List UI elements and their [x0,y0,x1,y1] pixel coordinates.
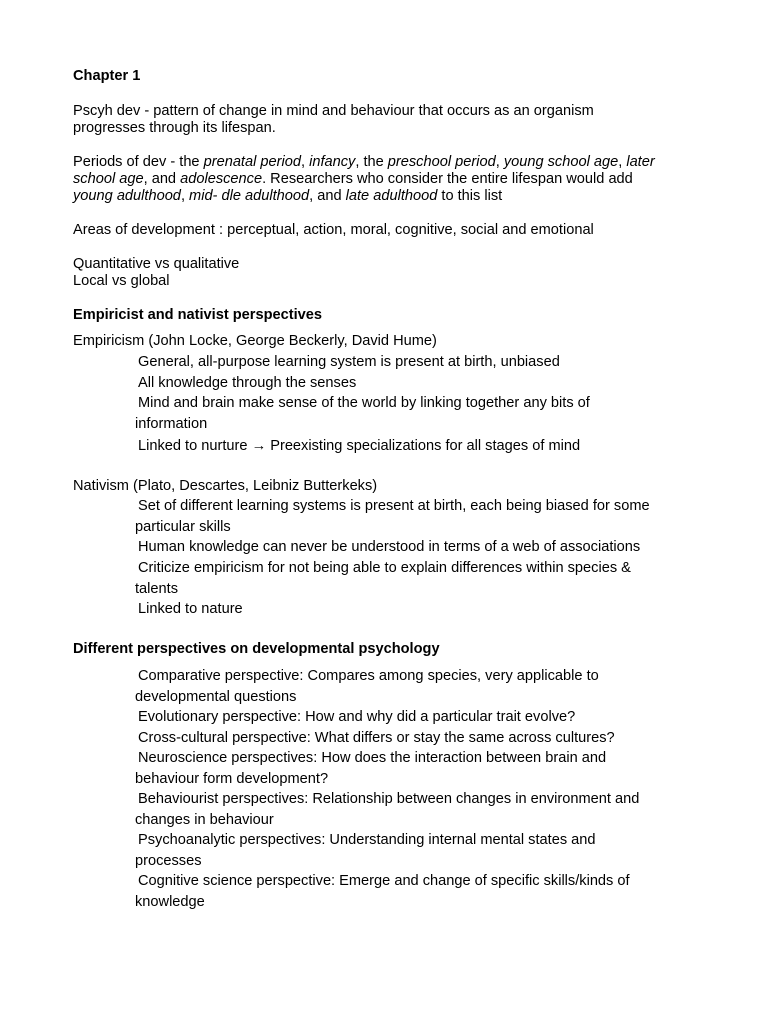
chapter-title: Chapter 1 [73,68,141,84]
perspective-item: Psychoanalytic perspectives: Understanding internal mental states and processes [135,832,596,869]
nativism-point: Set of different learning systems is present at birth, each being biased for some particular skills [135,498,650,535]
psych-dev-definition: Pscyh dev - pattern of change in mind and behaviour that occurs as an organism progresses through its lifespan. [73,103,594,136]
perspective-item: Cross-cultural perspective: What differs or stay the same across cultures? [138,730,615,746]
nativism-point: Criticize empiricism for not being able to explain differences within species & talents [135,560,631,597]
perspective-item: Evolutionary perspective: How and why did a particular trait evolve? [138,709,576,725]
areas-of-development: Areas of development : perceptual, action, moral, cognitive, social and emotional [73,222,594,238]
perspectives-heading: Different perspectives on developmental psychology [73,641,440,657]
empiricism-point: All knowledge through the senses [138,375,357,391]
contrasts: Quantitative vs qualitative Local vs global [73,256,240,289]
perspective-item: Behaviourist perspectives: Relationship between changes in environment and changes in behaviour [135,791,640,828]
perspective-item: Comparative perspective: Compares among species, very applicable to developmental questions [135,668,599,705]
empiricism-point: General, all-purpose learning system is present at birth, unbiased [138,354,560,370]
nativism-title: Nativism (Plato, Descartes, Leibniz Butterkeks) [73,478,378,494]
empiricist-nativist-heading: Empiricist and nativist perspectives [73,307,322,323]
perspective-item: Cognitive science perspective: Emerge and change of specific skills/kinds of knowledge [135,873,630,910]
nativism-point: Linked to nature [138,601,243,617]
nativism-point: Human knowledge can never be understood in terms of a web of associations [138,539,641,555]
empiricism-point: Mind and brain make sense of the world by linking together any bits of information [135,395,590,432]
empiricism-point: Linked to nurture → Preexisting specializations for all stages of mind [138,438,581,454]
periods-of-development: Periods of dev - the prenatal period, infancy, the preschool period, young school age, later school age, and adolescence. Researchers who consider the entire lifespan would add young adulthood, mid- dle adulthood, and late adulthood to this list [73,154,655,204]
perspective-item: Neuroscience perspectives: How does the interaction between brain and behaviour form development? [135,750,607,787]
empiricism-title: Empiricism (John Locke, George Beckerly, David Hume) [73,333,437,349]
